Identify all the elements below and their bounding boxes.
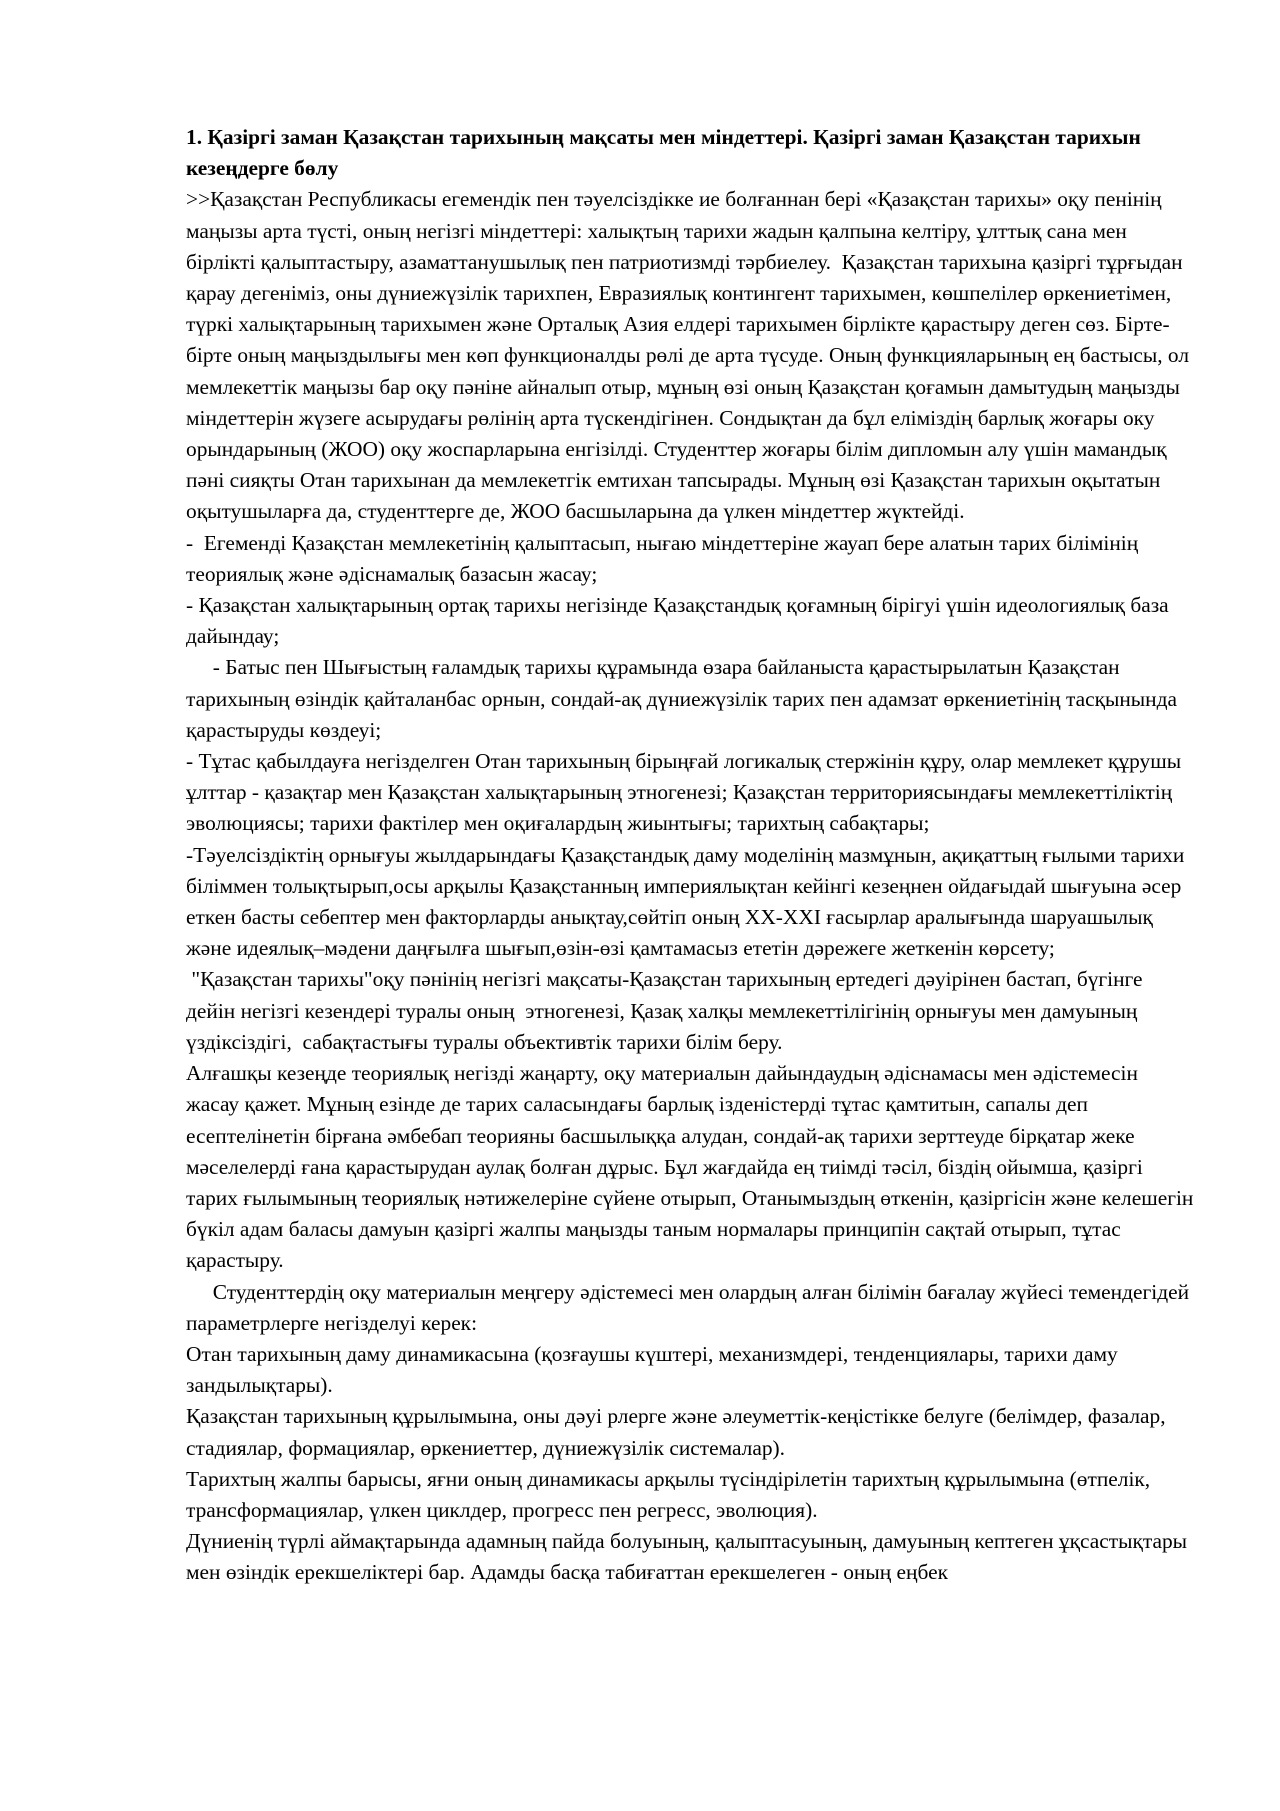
paragraph-main-goal: "Қазақстан тарихы"оқу пәнінің негізгі мақсаты-Қазақстан тарихының ертедегі дәуірінен бастап, бүгінге дейін негізгі кезендері туралы оның этногенезі, Қазақ халқы мемлекеттілігінің орнығуы мен дамуының үздіксіздігі, сабақтастығы туралы объективтік тарихи білім беру. xyxy=(186,967,1148,1054)
paragraph-theory: Алғашқы кезеңде теориялық негізді жаңарту, оқу материалын дайындаудың әдіснамасы мен әдістемесін жасау қажет. Мұның езінде де тарих саласындағы барлық ізденістерді тұтас қамтитын, сапалы деп есептелінетін бірғана әмбебап теорияны басшылыққа алудан, сондай-ақ тарихи зерттеуде бірқатар жеке мәселелерді ғана қарастырудан аулақ болған дұрыс. Бұл жағдайда ең тиімді тәсіл, біздің ойымша, қазіргі тарих ғылымының теориялық нәтижелеріне сүйене отырып, Отанымыздың өткенін, қазіргісін және келешегін бүкіл адам баласы дамуын қазіргі жалпы маңызды таным нормалары принципін сақтай отырып, тұтас қарастыру. xyxy=(186,1061,1199,1273)
paragraph-world-regions: Дүниенің түрлі аймақтарында адамның пайда болуының, қалыптасуының, дамуының кептеген ұқсастықтары мен өзіндік ерекшеліктері бар. Адамды басқа табиғаттан ерекшелеген - оның еңбек xyxy=(186,1529,1193,1585)
paragraph-methodology: Студенттердің оқу материалын меңгеру әдістемесі мен олардың алған білімін бағалау жүйесі темендегідей параметрлерге негізделуі керек: xyxy=(186,1279,1195,1335)
paragraph-general-course: Тарихтың жалпы барысы, яғни оның динамикасы арқылы түсіндірілетін тарихтың құрылымына (өтпелік, трансформациялар, үлкен циклдер, прогресс пен регресс, эволюция). xyxy=(186,1466,1156,1522)
paragraph-ideology: - Қазақстан халықтарының ортақ тарихы негізінде Қазақстандық қоғамның бірігуі үшін идеологиялық база дайындау; xyxy=(186,593,1175,649)
paragraph-logical-core: - Тұтас қабылдауға негізделген Отан тарихының бірыңғай логикалық стержінін құру, олар мемлекет құрушы ұлттар - қазақтар мен Қазақстан халықтарының этногенезі; Қазақстан территориясындағы мемлекеттіліктің эволюциясы; тарихи фактілер мен оқиғалардың жиынтығы; тарихтың сабақтары; -Тәуелсіздіктің орнығуы жылдарындағы Қазақстандық даму моделінің мазмұнын, ақиқаттың ғылыми тарихи біліммен толықтырып,осы арқылы Қазақстанның империялықтан кейінгі кезеңнен ойдағыдай шығуына әсер еткен басты себептер мен факторларды анықтау,сөйтіп оның XX-XXI ғасырлар аралығында шаруашылық және идеялық–мәдени даңғылға шығып,өзін-өзі қамтамасыз ететін дәрежеге жеткенін көрсету; xyxy=(186,749,1190,961)
document-page xyxy=(186,122,1232,1589)
document-heading: 1. Қазіргі заман Қазақстан тарихының мақсаты мен міндеттері. Қазіргі заман Қазақстан тарихын кезеңдерге бөлу xyxy=(186,125,1141,181)
paragraph-intro: >>Қазақстан Республикасы егемендік пен тәуелсіздікке ие болғаннан бері «Қазақстан тарихы» оқу пенінің маңызы арта түсті, оның негізгі міндеттері: халықтың тарихи жадын қалпына келтіру, ұлттық сана мен бірлікті қалыптастыру, азаматтанушылық пен патриотизмді тәрбиелеу. Қазақстан тарихына қазіргі тұрғыдан қарау дегеніміз, оны дүниежүзілік тарихпен, Евразиялық контингент тарихымен, көшпелілер өркениетімен, түркі халықтарының тарихымен және Орталық Азия елдері тарихымен бірлікте қарастыру деген сөз. Бірте-бірте оның маңыздылығы мен көп функционалды рөлі де арта түсуде. Оның функцияларының ең бастысы, ол мемлекеттік маңызы бар оқу пәніне айналып отыр, мұның өзі оның Қазақстан қоғамын дамытудың маңызды міндеттерін жүзеге асырудағы рөлінің арта түскендігінен. Сондықтан да бұл еліміздің барлық жоғары оку орындарының (ЖОО) оқу жоспарларына енгізілді. Студенттер жоғары білім дипломын алу үшін мамандық пәні сияқты Отан тарихынан да мемлекетгік емтихан тапсырады. Мұның өзі Қазақстан тарихын оқытатын оқытушыларға да, студенттерге де, ЖОО басшыларына да үлкен міндеттер жүктейді. - Егеменді Қазақстан мемлекетінің қалыптасып, нығаю міндеттеріне жауап бере алатын тарих білімінің теориялық және әдіснамалық базасын жасау; xyxy=(186,187,1232,586)
paragraph-structure: Қазақстан тарихының құрылымына, оны дәуі рлерге және әлеуметтік-кеңістікке белуге (белімдер, фазалар, стадиялар, формациялар, өркениеттер, дүниежүзілік системалар). xyxy=(186,1404,1171,1460)
paragraph-east-west: - Батыс пен Шығыстың ғаламдық тарихы құрамында өзара байланыста қарастырылатын Қазақстан тарихының өзіндік қайталанбас орнын, сондай-ақ дүниежүзілік тарих пен адамзат өркениетінің тасқынында қарастыруды көздеуі; xyxy=(186,655,1183,742)
paragraph-dynamics: Отан тарихының даму динамикасына (қозғаушы күштері, механизмдері, тенденциялары, тарихи даму зандылықтары). xyxy=(186,1341,1124,1398)
